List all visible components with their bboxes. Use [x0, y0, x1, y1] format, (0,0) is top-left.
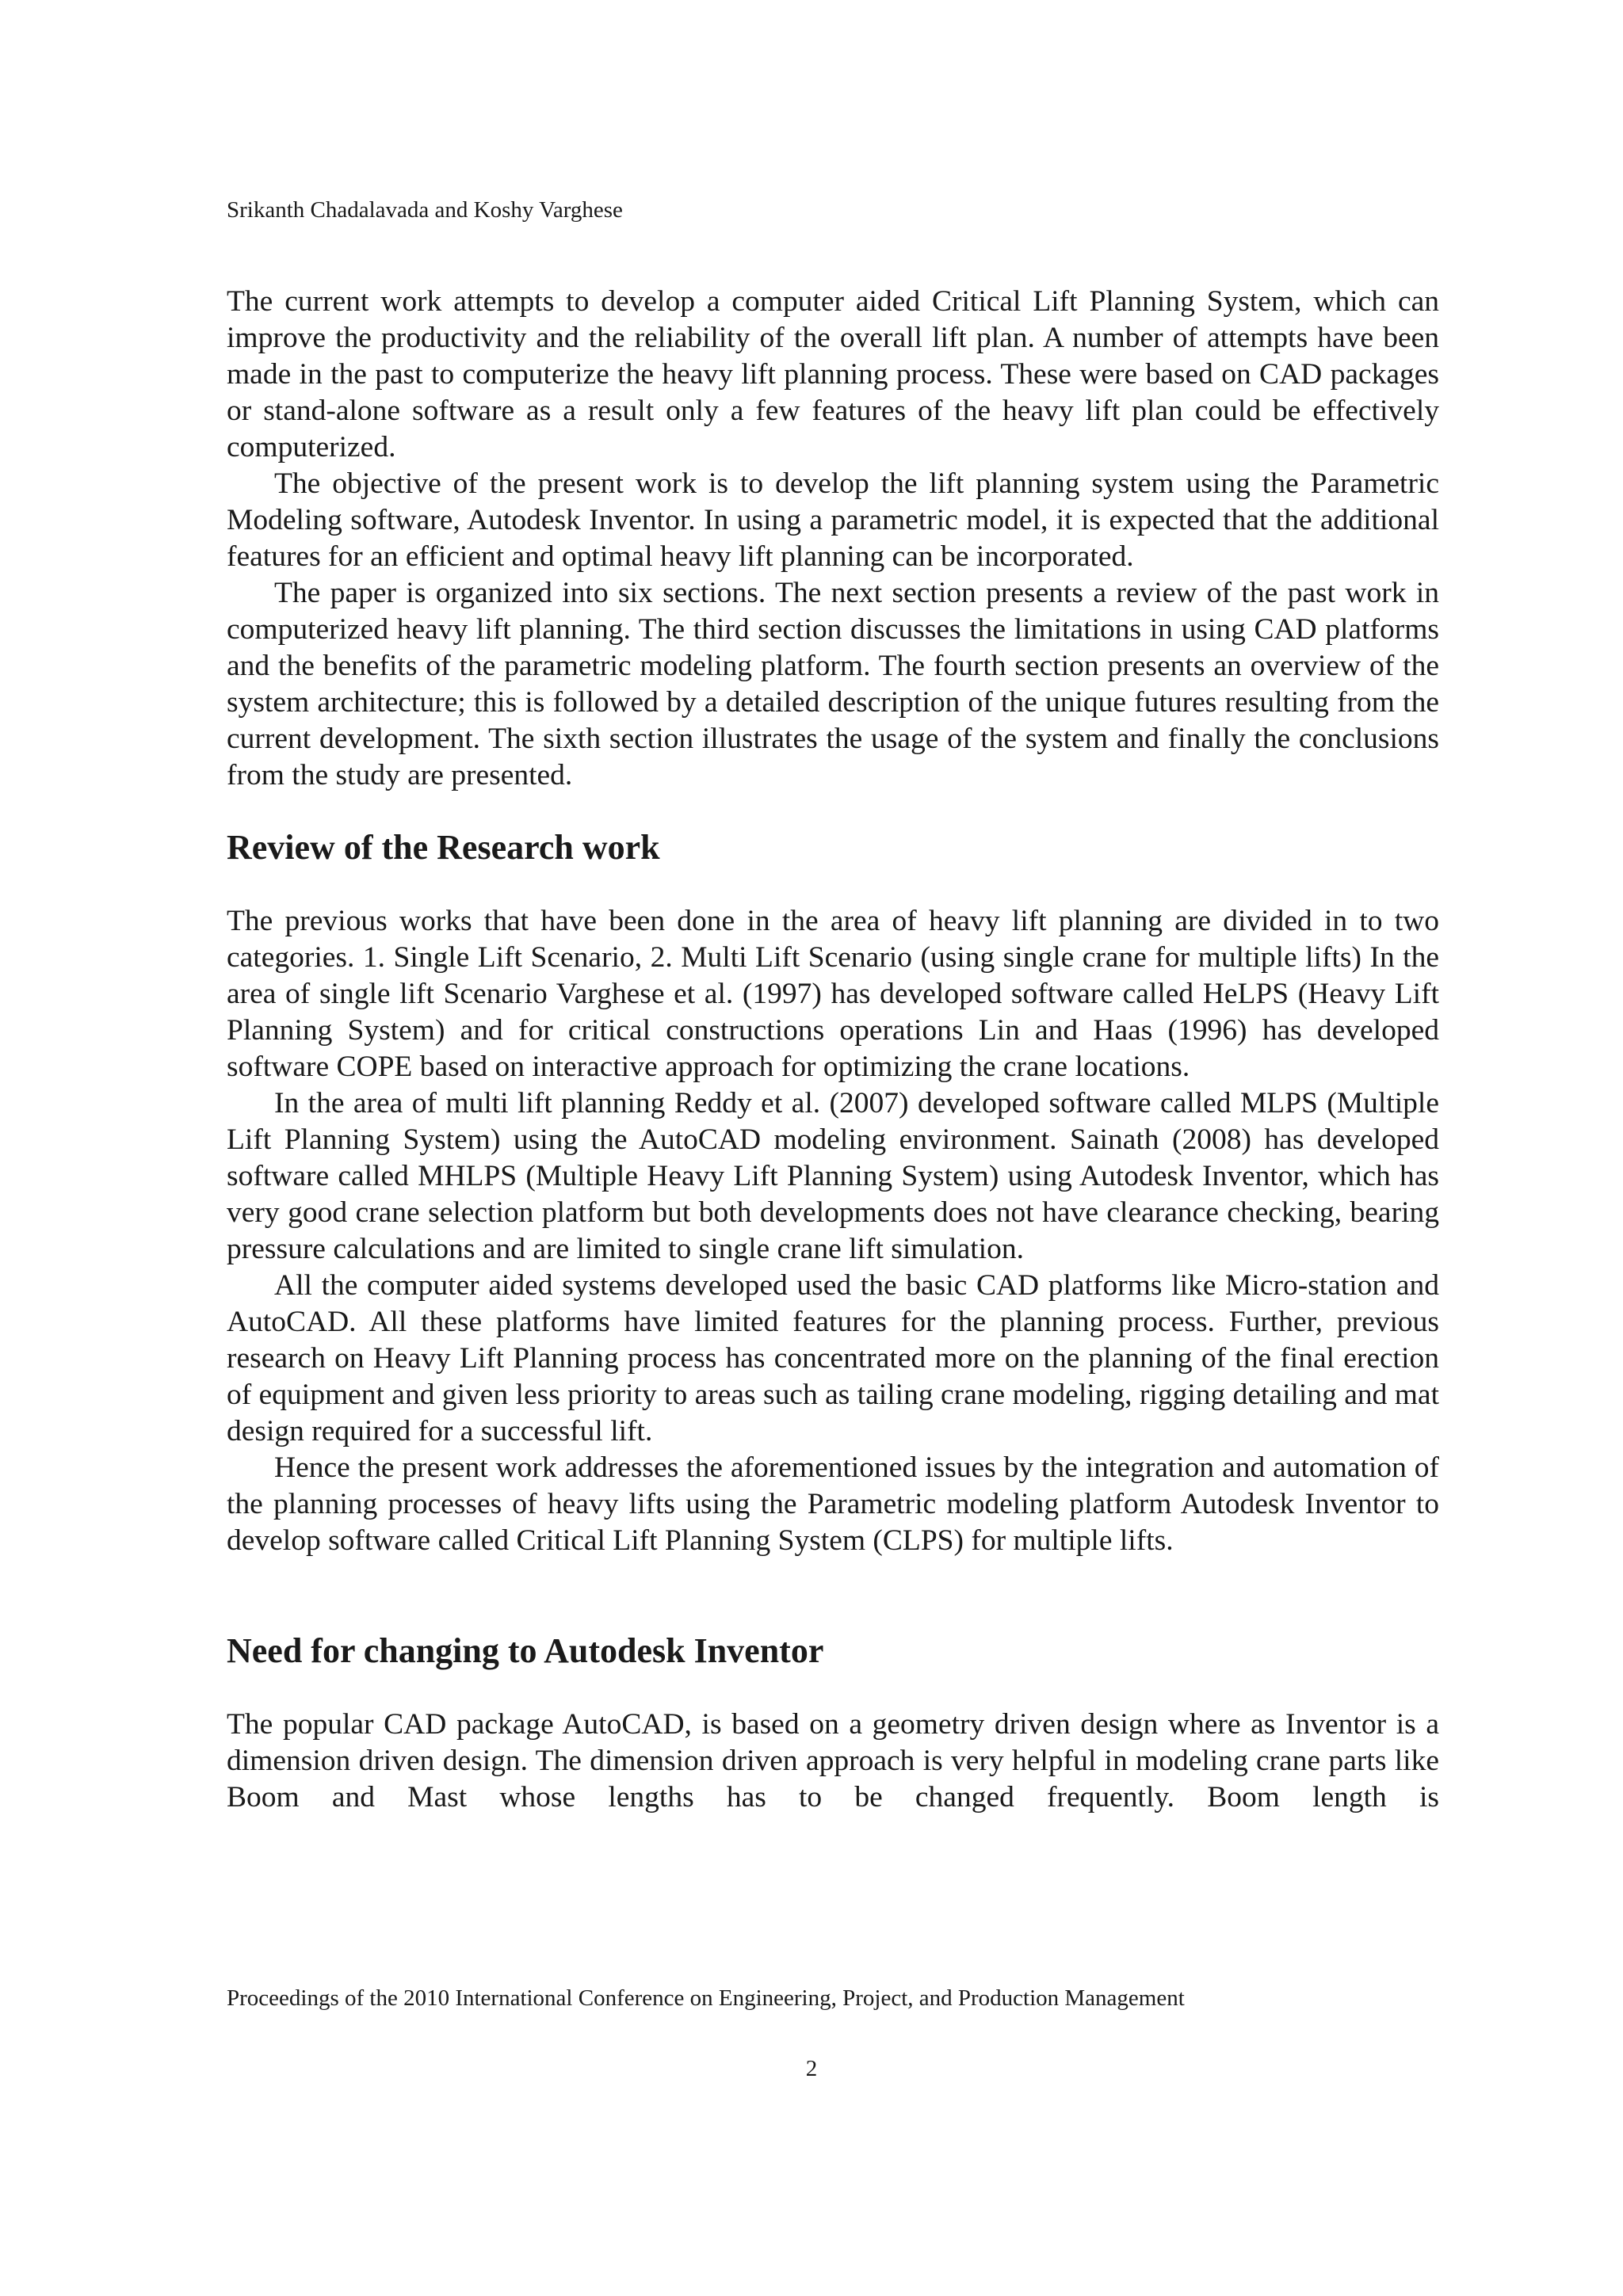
paragraph: All the computer aided systems developed used the basic CAD platforms like Micro-station and AutoCAD. All these platforms have limited features for the planning process. Further, previous research on Heavy Lift Planning process has concentrated more on the planning of the final erection of equipment and given less priority to areas such as tailing crane modeling, rigging detailing and mat design required for a successful lift. — [227, 1269, 1439, 1447]
page-number: 2 — [805, 2056, 818, 2081]
section-heading-review: Review of the Research work — [227, 828, 660, 867]
running-head: Srikanth Chadalavada and Koshy Varghese — [227, 197, 623, 223]
paragraph: The previous works that have been done in the area of heavy lift planning are divided in to two categories. 1. Single Lift Scenario, 2. Multi Lift Scenario (using single crane for multiple lifts) In the area of single lift Scenario Varghese et al. (1997) has developed software called HeLPS (Heavy Lift Planning System) and for critical constructions operations Lin and Haas (1996) has developed software COPE based on interactive approach for optimizing the crane locations. — [227, 905, 1439, 1083]
paragraph: The paper is organized into six sections. The next section presents a review of the past work in computerized heavy lift planning. The third section discusses the limitations in using CAD platforms and the benefits of the parametric modeling platform. The fourth section presents an overview of the system architecture; this is followed by a detailed description of the unique futures resulting from the current development. The sixth section illustrates the usage of the system and finally the conclusions from the study are presented. — [227, 577, 1439, 791]
paragraph: Hence the present work addresses the aforementioned issues by the integration and automation of the planning processes of heavy lifts using the Parametric modeling platform Autodesk Inventor to develop software called Critical Lift Planning System (CLPS) for multiple lifts. — [227, 1451, 1439, 1557]
paragraph: In the area of multi lift planning Reddy et al. (2007) developed software called MLPS (Multiple Lift Planning System) using the AutoCAD modeling environment. Sainath (2008) has developed software called MHLPS (Multiple Heavy Lift Planning System) using Autodesk Inventor, which has very good crane selection platform but both developments does not have clearance checking, bearing pressure calculations and are limited to single crane lift simulation. — [227, 1087, 1439, 1265]
body-text — [227, 284, 1439, 1816]
footer: Proceedings of the 2010 International Conference on Engineering, Project, and Production Management — [227, 1985, 1185, 2011]
paragraph: The current work attempts to develop a computer aided Critical Lift Planning System, which can improve the productivity and the reliability of the overall lift plan. A number of attempts have been made in the past to computerize the heavy lift planning process. These were based on CAD packages or stand-alone software as a result only a few features of the heavy lift plan could be effectively computerized. — [227, 285, 1439, 463]
paragraph: The popular CAD package AutoCAD, is based on a geometry driven design where as Inventor is a dimension driven design. The dimension driven approach is very helpful in modeling crane parts like Boom and Mast whose lengths has to be changed frequently. Boom length is — [227, 1708, 1439, 1814]
section-heading-need: Need for changing to Autodesk Inventor — [227, 1631, 824, 1670]
paragraph: The objective of the present work is to develop the lift planning system using the Parametric Modeling software, Autodesk Inventor. In using a parametric model, it is expected that the additional features for an efficient and optimal heavy lift planning can be incorporated. — [227, 467, 1439, 573]
